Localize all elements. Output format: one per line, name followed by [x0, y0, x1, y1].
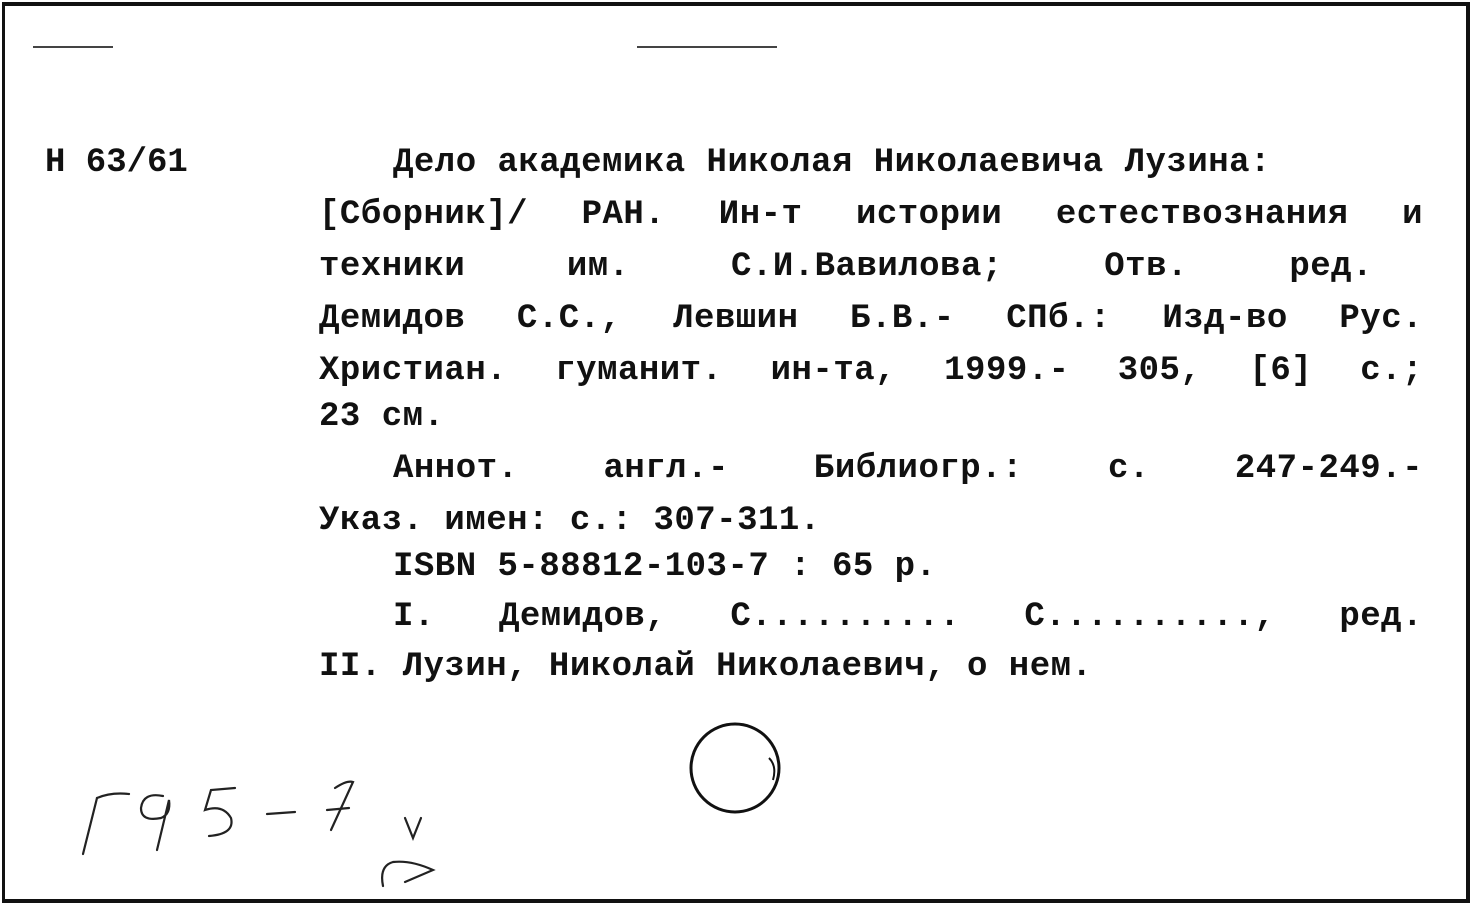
- isbn-line: ISBN 5-88812-103-7 : 65 р.: [393, 548, 937, 586]
- punch-hole: [691, 724, 779, 812]
- notes-line-2: Указ. имен: с.: 307-311.: [319, 502, 821, 540]
- entry-line-1: Дело академика Николая Николаевича Лузина:: [393, 144, 1271, 182]
- call-number: Н 63/61: [45, 144, 188, 182]
- catalog-card: [2, 2, 1470, 903]
- entry-line-2: [Сборник]/ РАН. Ин-т истории естествознания и: [319, 196, 1423, 234]
- handwritten-mark: [83, 782, 433, 886]
- tracing-line-2: II. Лузин, Николай Николаевич, о нем.: [319, 648, 1093, 686]
- entry-line-3: техники им. С.И.Вавилова; Отв. ред.: [319, 248, 1373, 286]
- handwriting-and-hole: [5, 6, 1466, 899]
- entry-line-4: Демидов С.С., Левшин Б.В.- СПб.: Изд-во Рус.: [319, 300, 1423, 338]
- entry-line-6: 23 см.: [319, 398, 445, 436]
- entry-line-5: Христиан. гуманит. ин-та, 1999.- 305, [6] с.;: [319, 352, 1423, 390]
- notes-line-1: Аннот. англ.- Библиогр.: с. 247-249.-: [393, 450, 1423, 488]
- tracing-line-1: I. Демидов, С.......... С.........., ред.: [393, 598, 1423, 636]
